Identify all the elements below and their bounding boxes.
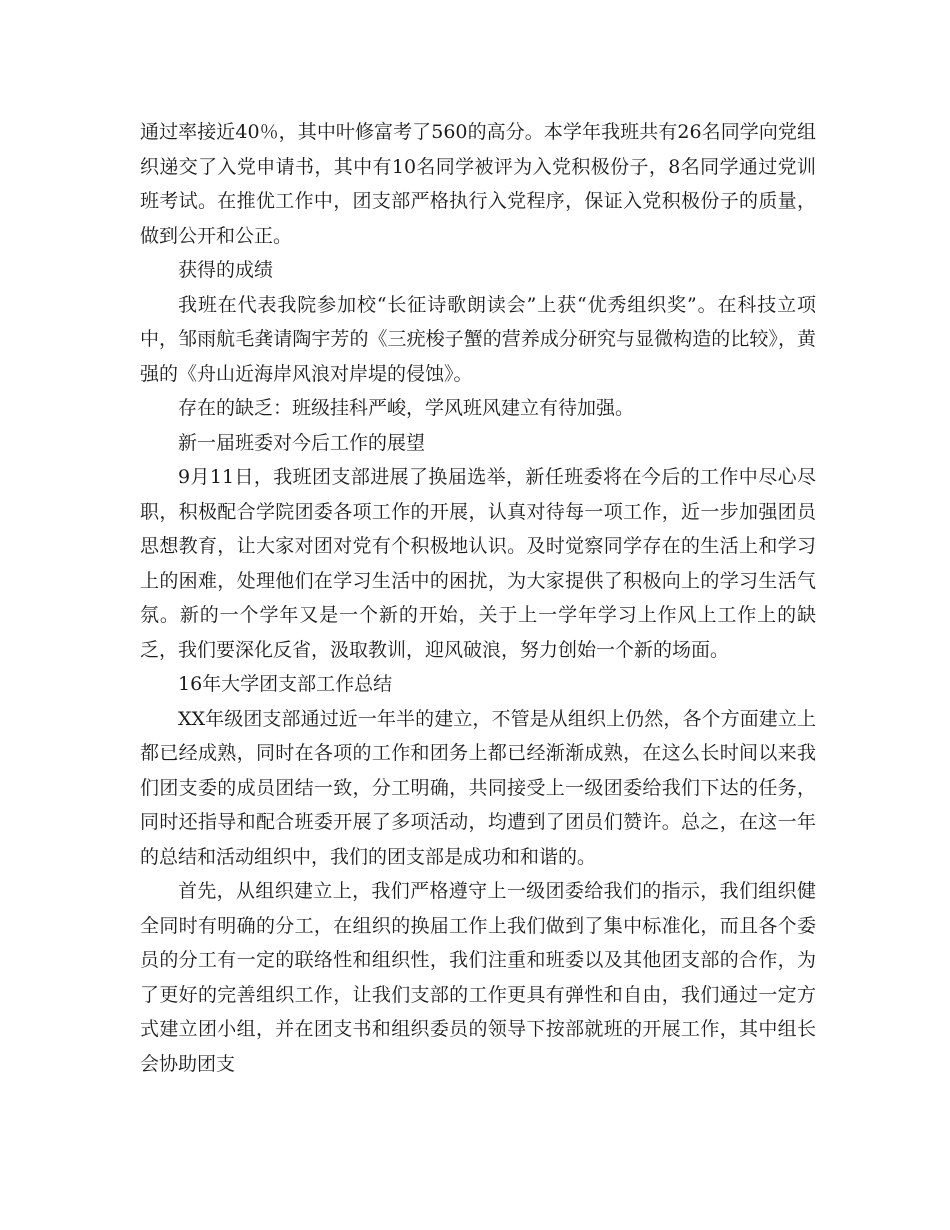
paragraph-organization: 首先，从组织建立上，我们严格遵守上一级团委给我们的指示，我们组织健全同时有明确的分工，在组织的换届工作上我们做到了集中标准化，而且各个委员的分工有一定的联络性和组织性，我们注重和班委以及其他团支部的合作，为了更好的完善组织工作，让我们支部的工作更具有弹性和自由，我们通过一定方式建立团小组，并在团支书和组织委员的领导下按部就班的开展工作，其中组长会协助团支 — [140, 880, 816, 1075]
heading-outlook: 新一届班委对今后工作的展望 — [178, 431, 426, 454]
heading-achievements: 获得的成绩 — [178, 259, 274, 281]
paragraph-summary-intro: XX年级团支部通过近一年半的建立，不管是从组织上仍然，各个方面建立上都已经成熟，同时在各项的工作和团务上都已经渐渐成熟，在这么长时间以来我们团支委的成员团结一致，分工明确，共同接受上一级团委给我们下达的任务，同时还指导和配合班委开展了多项活动，均遭到了团员们赞许。总之，在这一年的总结和活动组织中，我们的团支部是成功和和谐的。 — [140, 707, 816, 868]
paragraph-awards: 我班在代表我院参加校“长征诗歌朗读会”上获“优秀组织奖”。在科技立项中，邹雨航毛龚请陶宇芳的《三疣梭子蟹的营养成分研究与显微构造的比较》，黄强的《舟山近海岸风浪对岸堤的侵蚀》。 — [140, 293, 816, 385]
paragraph-election: 9月11日，我班团支部进展了换届选举，新任班委将在今后的工作中尽心尽职，积极配合学院团委各项工作的开展，认真对待每一项工作，近一步加强团员思想教育，让大家对团对党有个积极地认识。及时觉察同学存在的生活上和学习上的困难，处理他们在学习生活中的困扰，为大家提供了积极向上的学习生活气氛。新的一个学年又是一个新的开始，关于上一学年学习上作风上工作上的缺乏，我们要深化反省，汲取教训，迎风破浪，努力创始一个新的场面。 — [140, 466, 816, 661]
paragraph-party-application: 通过率接近40％，其中叶修富考了560的高分。本学年我班共有26名同学向党组织递交了入党申请书，其中有10名同学被评为入党积极份子，8名同学通过党训班考试。在推优工作中，团支部严格执行入党程序，保证入党积极份子的质量，做到公开和公正。 — [140, 121, 816, 247]
paragraph-shortcomings: 存在的缺乏：班级挂科严峻，学风班风建立有待加强。 — [178, 397, 635, 419]
document-body — [140, 115, 816, 1081]
heading-summary-title: 16年大学团支部工作总结 — [178, 673, 393, 695]
